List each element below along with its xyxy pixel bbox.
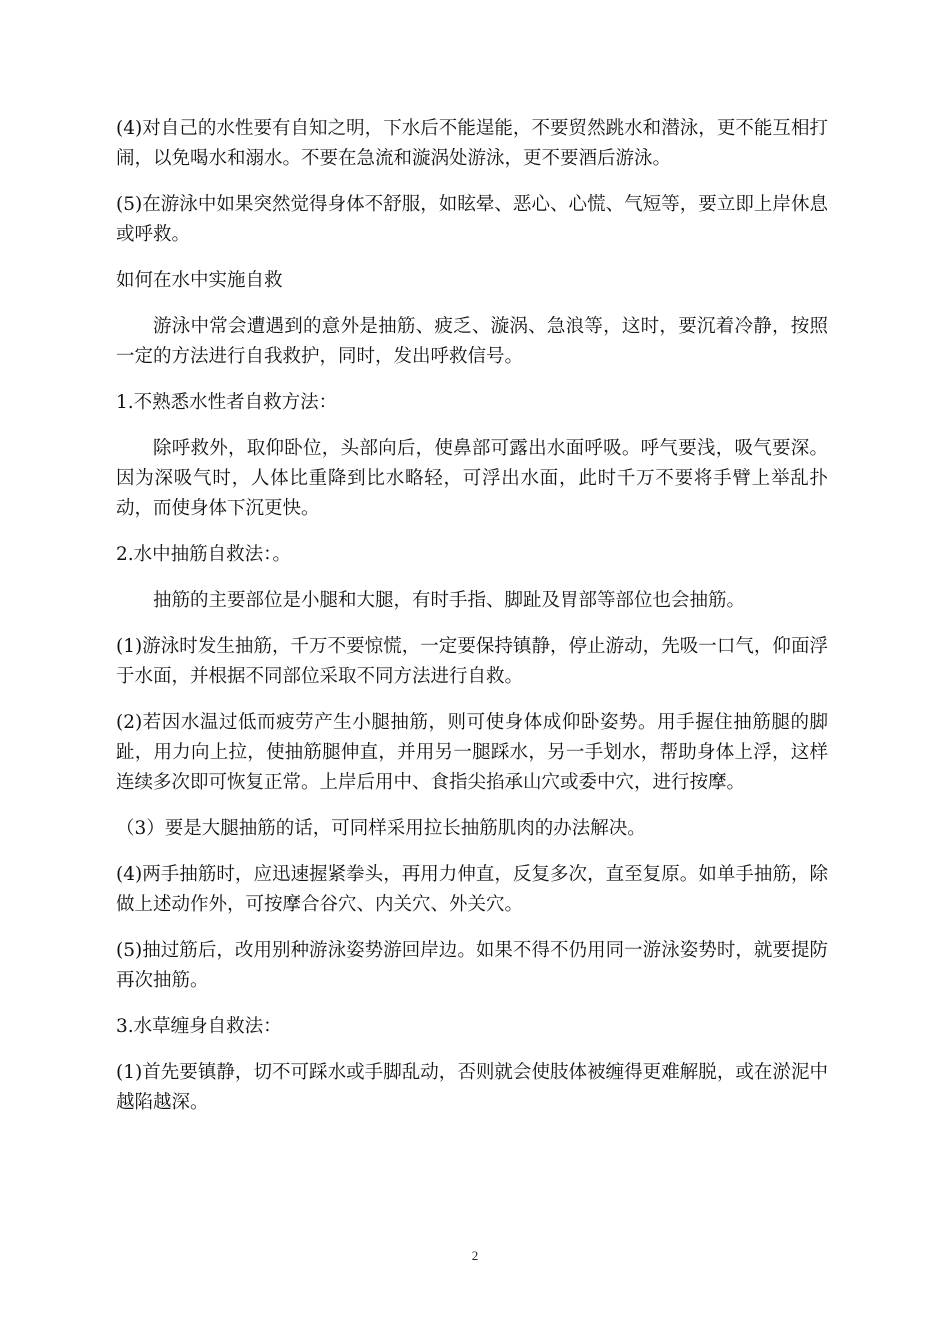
paragraph-cramp-4: (4)两手抽筋时，应迅速握紧拳头，再用力伸直，反复多次，直至复原。如单手抽筋，除做上述动作外，可按摩合谷穴、内关穴、外关穴。	[116, 864, 828, 915]
paragraph-item-4: (4)对自己的水性要有自知之明，下水后不能逞能，不要贸然跳水和潜泳，更不能互相打闹，以免喝水和溺水。不要在急流和漩涡处游泳，更不要酒后游泳。	[116, 118, 828, 169]
subheading-unfamiliar-swimmer: 1.不熟悉水性者自救方法：	[116, 392, 338, 413]
subheading-waterweed: 3.水草缠身自救法：	[116, 1016, 282, 1037]
paragraph-intro: 游泳中常会遭遇到的意外是抽筋、疲乏、漩涡、急浪等，这时，要沉着冷静，按照一定的方法进行自我救护，同时，发出呼救信号。	[116, 316, 828, 367]
paragraph-cramp-2: (2)若因水温过低而疲劳产生小腿抽筋，则可使身体成仰卧姿势。用手握住抽筋腿的脚趾，用力向上拉，使抽筋腿伸直，并用另一腿踩水，另一手划水，帮助身体上浮，这样连续多次即可恢复正常。上岸后用中、食指尖掐承山穴或委中穴，进行按摩。	[116, 712, 828, 793]
paragraph-cramp-1: (1)游泳时发生抽筋，千万不要惊慌，一定要保持镇静，停止游动，先吸一口气，仰面浮于水面，并根据不同部位采取不同方法进行自救。	[116, 636, 828, 687]
paragraph-cramp-parts: 抽筋的主要部位是小腿和大腿，有时手指、脚趾及胃部等部位也会抽筋。	[153, 590, 746, 611]
paragraph-cramp-5: (5)抽过筋后，改用别种游泳姿势游回岸边。如果不得不仍用同一游泳姿势时，就要提防再次抽筋。	[116, 940, 828, 991]
paragraph-item-5: (5)在游泳中如果突然觉得身体不舒服，如眩晕、恶心、心慌、气短等，要立即上岸休息或呼救。	[116, 194, 828, 245]
section-heading-self-rescue: 如何在水中实施自救	[116, 270, 283, 291]
paragraph-cramp-3: （3）要是大腿抽筋的话，可同样采用拉长抽筋肌肉的办法解决。	[116, 818, 646, 839]
paragraph-unfamiliar-method: 除呼救外，取仰卧位，头部向后，使鼻部可露出水面呼吸。呼气要浅，吸气要深。因为深吸气时，人体比重降到比水略轻，可浮出水面，此时千万不要将手臂上举乱扑动，而使身体下沉更快。	[116, 438, 828, 519]
paragraph-waterweed-1: (1)首先要镇静，切不可踩水或手脚乱动，否则就会使肢体被缠得更难解脱，或在淤泥中越陷越深。	[116, 1062, 828, 1113]
page-number: 2	[471, 1248, 479, 1263]
subheading-cramp: 2.水中抽筋自救法：。	[116, 544, 291, 565]
page-body	[116, 114, 828, 1134]
